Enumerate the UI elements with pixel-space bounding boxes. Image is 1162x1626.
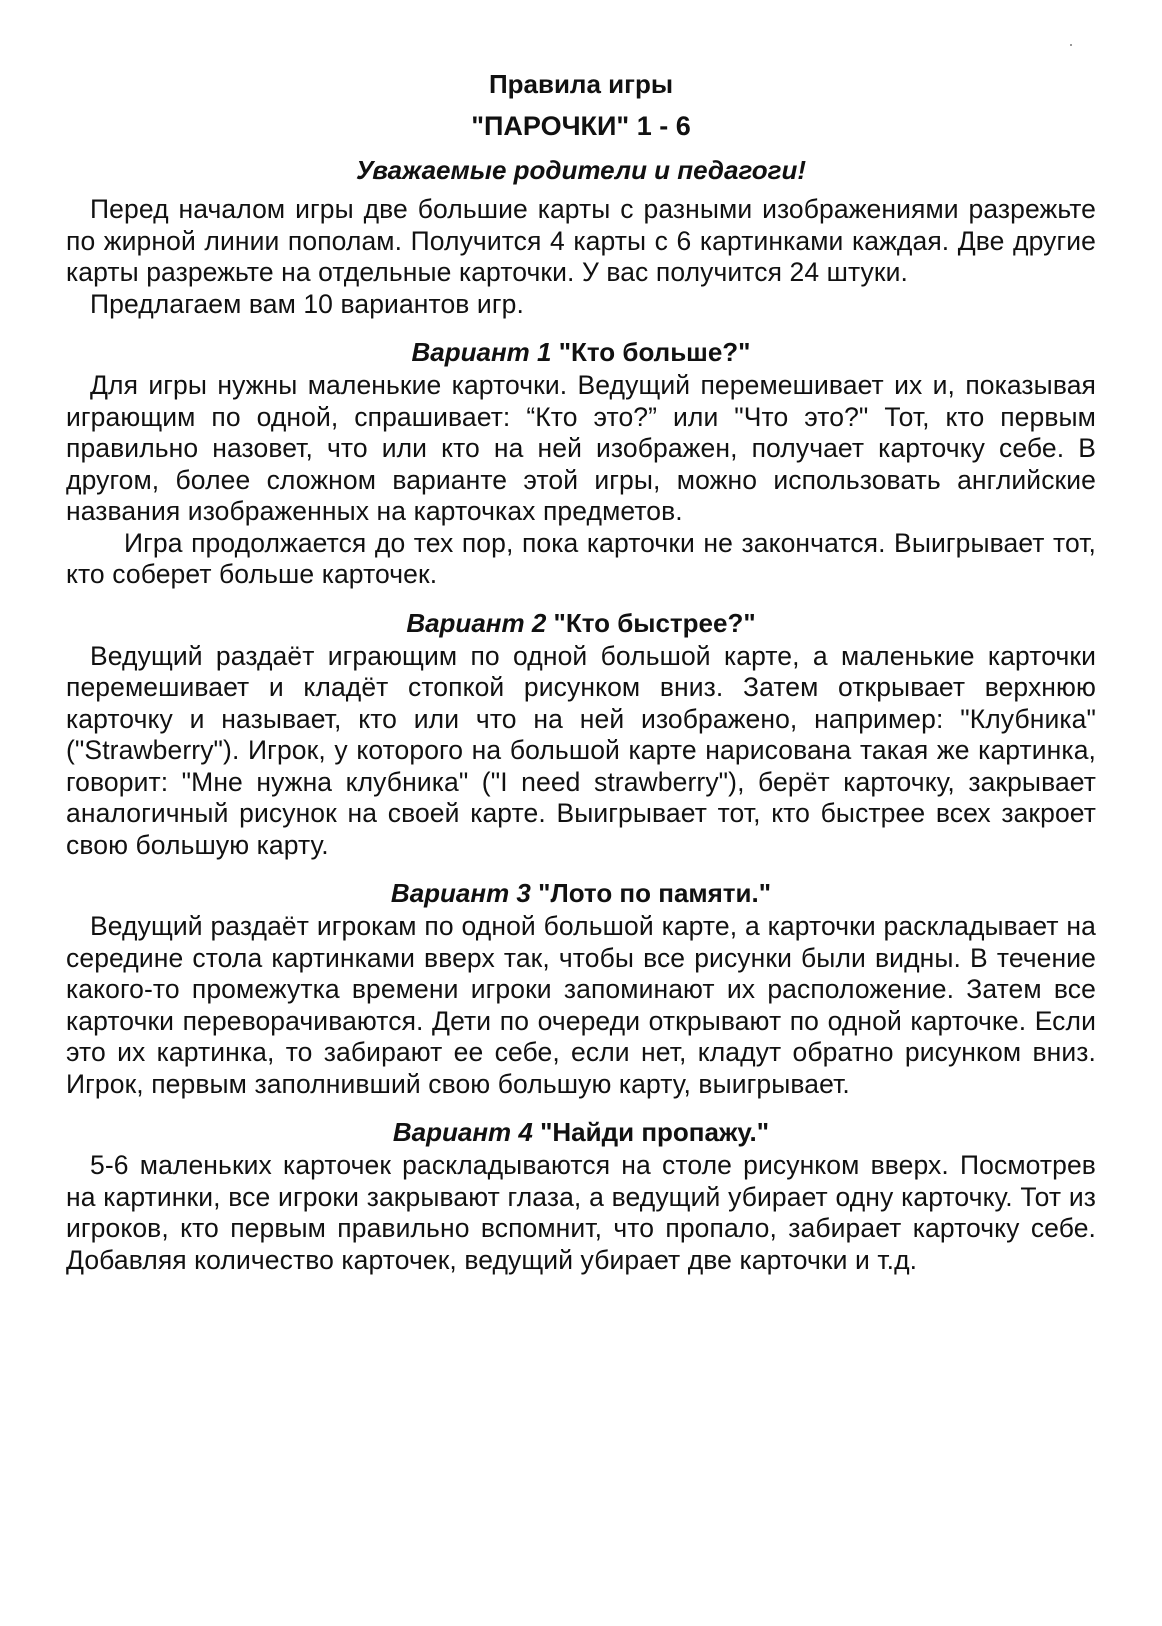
intro-variants-count: Предлагаем вам 10 вариантов игр.: [90, 288, 524, 319]
intro-section: [66, 194, 1096, 320]
variant-name: "Лото по памяти.": [538, 878, 772, 908]
variant-name: "Кто больше?": [558, 337, 751, 367]
variant-heading: [66, 877, 1096, 909]
variant-3-section: [66, 877, 1096, 1100]
variant-label: Вариант 2: [406, 607, 547, 638]
variant-paragraph: Для игры нужны маленькие карточки. Ведущий перемешивает их и, показывая играющим по одной, спрашивает: “Кто это?” или "Что это?" Тот, кто первым правильно назовет, что или кто на ней изображен, получает карточку себе. В другом, более сложном варианте этой игры, можно использовать английские названия изображенных на карточках предметов.: [66, 370, 1096, 526]
game-name: "ПАРОЧКИ" 1 - 6: [471, 111, 691, 141]
variant-paragraph: Ведущий раздаёт игрокам по одной большой карте, а карточки раскладывает на середине стола картинками вверх так, чтобы все рисунки были видны. В течение какого-то промежутка времени игроки запоминают их расположение. Затем все карточки переворачиваются. Дети по очереди открывают по одной карточке. Если это их картинка, то забирают ее себе, если нет, кладут обратно рисунком вниз. Игрок, первым заполнивший свою большую карту, выигрывает.: [66, 911, 1096, 1099]
variant-name: "Найди пропажу.": [540, 1117, 770, 1147]
variant-heading: [66, 1116, 1096, 1148]
page-title: Правила игры: [488, 69, 674, 99]
variant-label: Вариант 4: [392, 1117, 533, 1147]
variant-paragraph: Игра продолжается до тех пор, пока карточки не закончатся. Выигрывает тот, кто соберет больше карточек.: [66, 527, 1096, 589]
variant-paragraph: 5-6 маленьких карточек раскладываются на столе рисунком вверх. Посмотрев на картинки, все игроки закрывают глаза, а ведущий убирает одну карточку. Тот из игроков, кто первым правильно вспомнит, что пропало, забирает карточку себе. Добавляя количество карточек, ведущий убирает две карточки и т.д.: [66, 1150, 1096, 1275]
variant-name: "Кто быстрее?": [553, 607, 756, 638]
variant-heading: [66, 336, 1096, 368]
intro-paragraph: Перед началом игры две большие карты с разными изображениями разрежьте по жирной линии пополам. Получится 4 карты с 6 картинками каждая. Две другие карты разрежьте на отдельные карточки. У вас получится 24 штуки.: [66, 194, 1096, 287]
variant-label: Вариант 3: [390, 878, 531, 908]
variant-heading: [66, 607, 1096, 639]
variant-paragraph: Ведущий раздаёт играющим по одной большой карте, а маленькие карточки перемешивает и кладёт стопкой рисунком вниз. Затем открывает верхнюю карточку и называет, кто или что на ней изображено, например: "Клубника" ("Strawberry"). Игрок, у которого на большой карте нарисована такая же картинка, говорит: "Мне нужна клубника" ("I need strawberry"), берёт карточку, закрывает аналогичный рисунок на своей карте. Выигрывает тот, кто быстрее всех закроет свою большую карту.: [66, 640, 1096, 860]
variant-label: Вариант 1: [411, 337, 552, 367]
greeting: Уважаемые родители и педагоги!: [355, 155, 806, 185]
variant-1-section: [66, 336, 1096, 591]
variant-2-section: [66, 607, 1096, 862]
variant-4-section: [66, 1116, 1096, 1276]
rules-page: [66, 0, 1096, 1276]
